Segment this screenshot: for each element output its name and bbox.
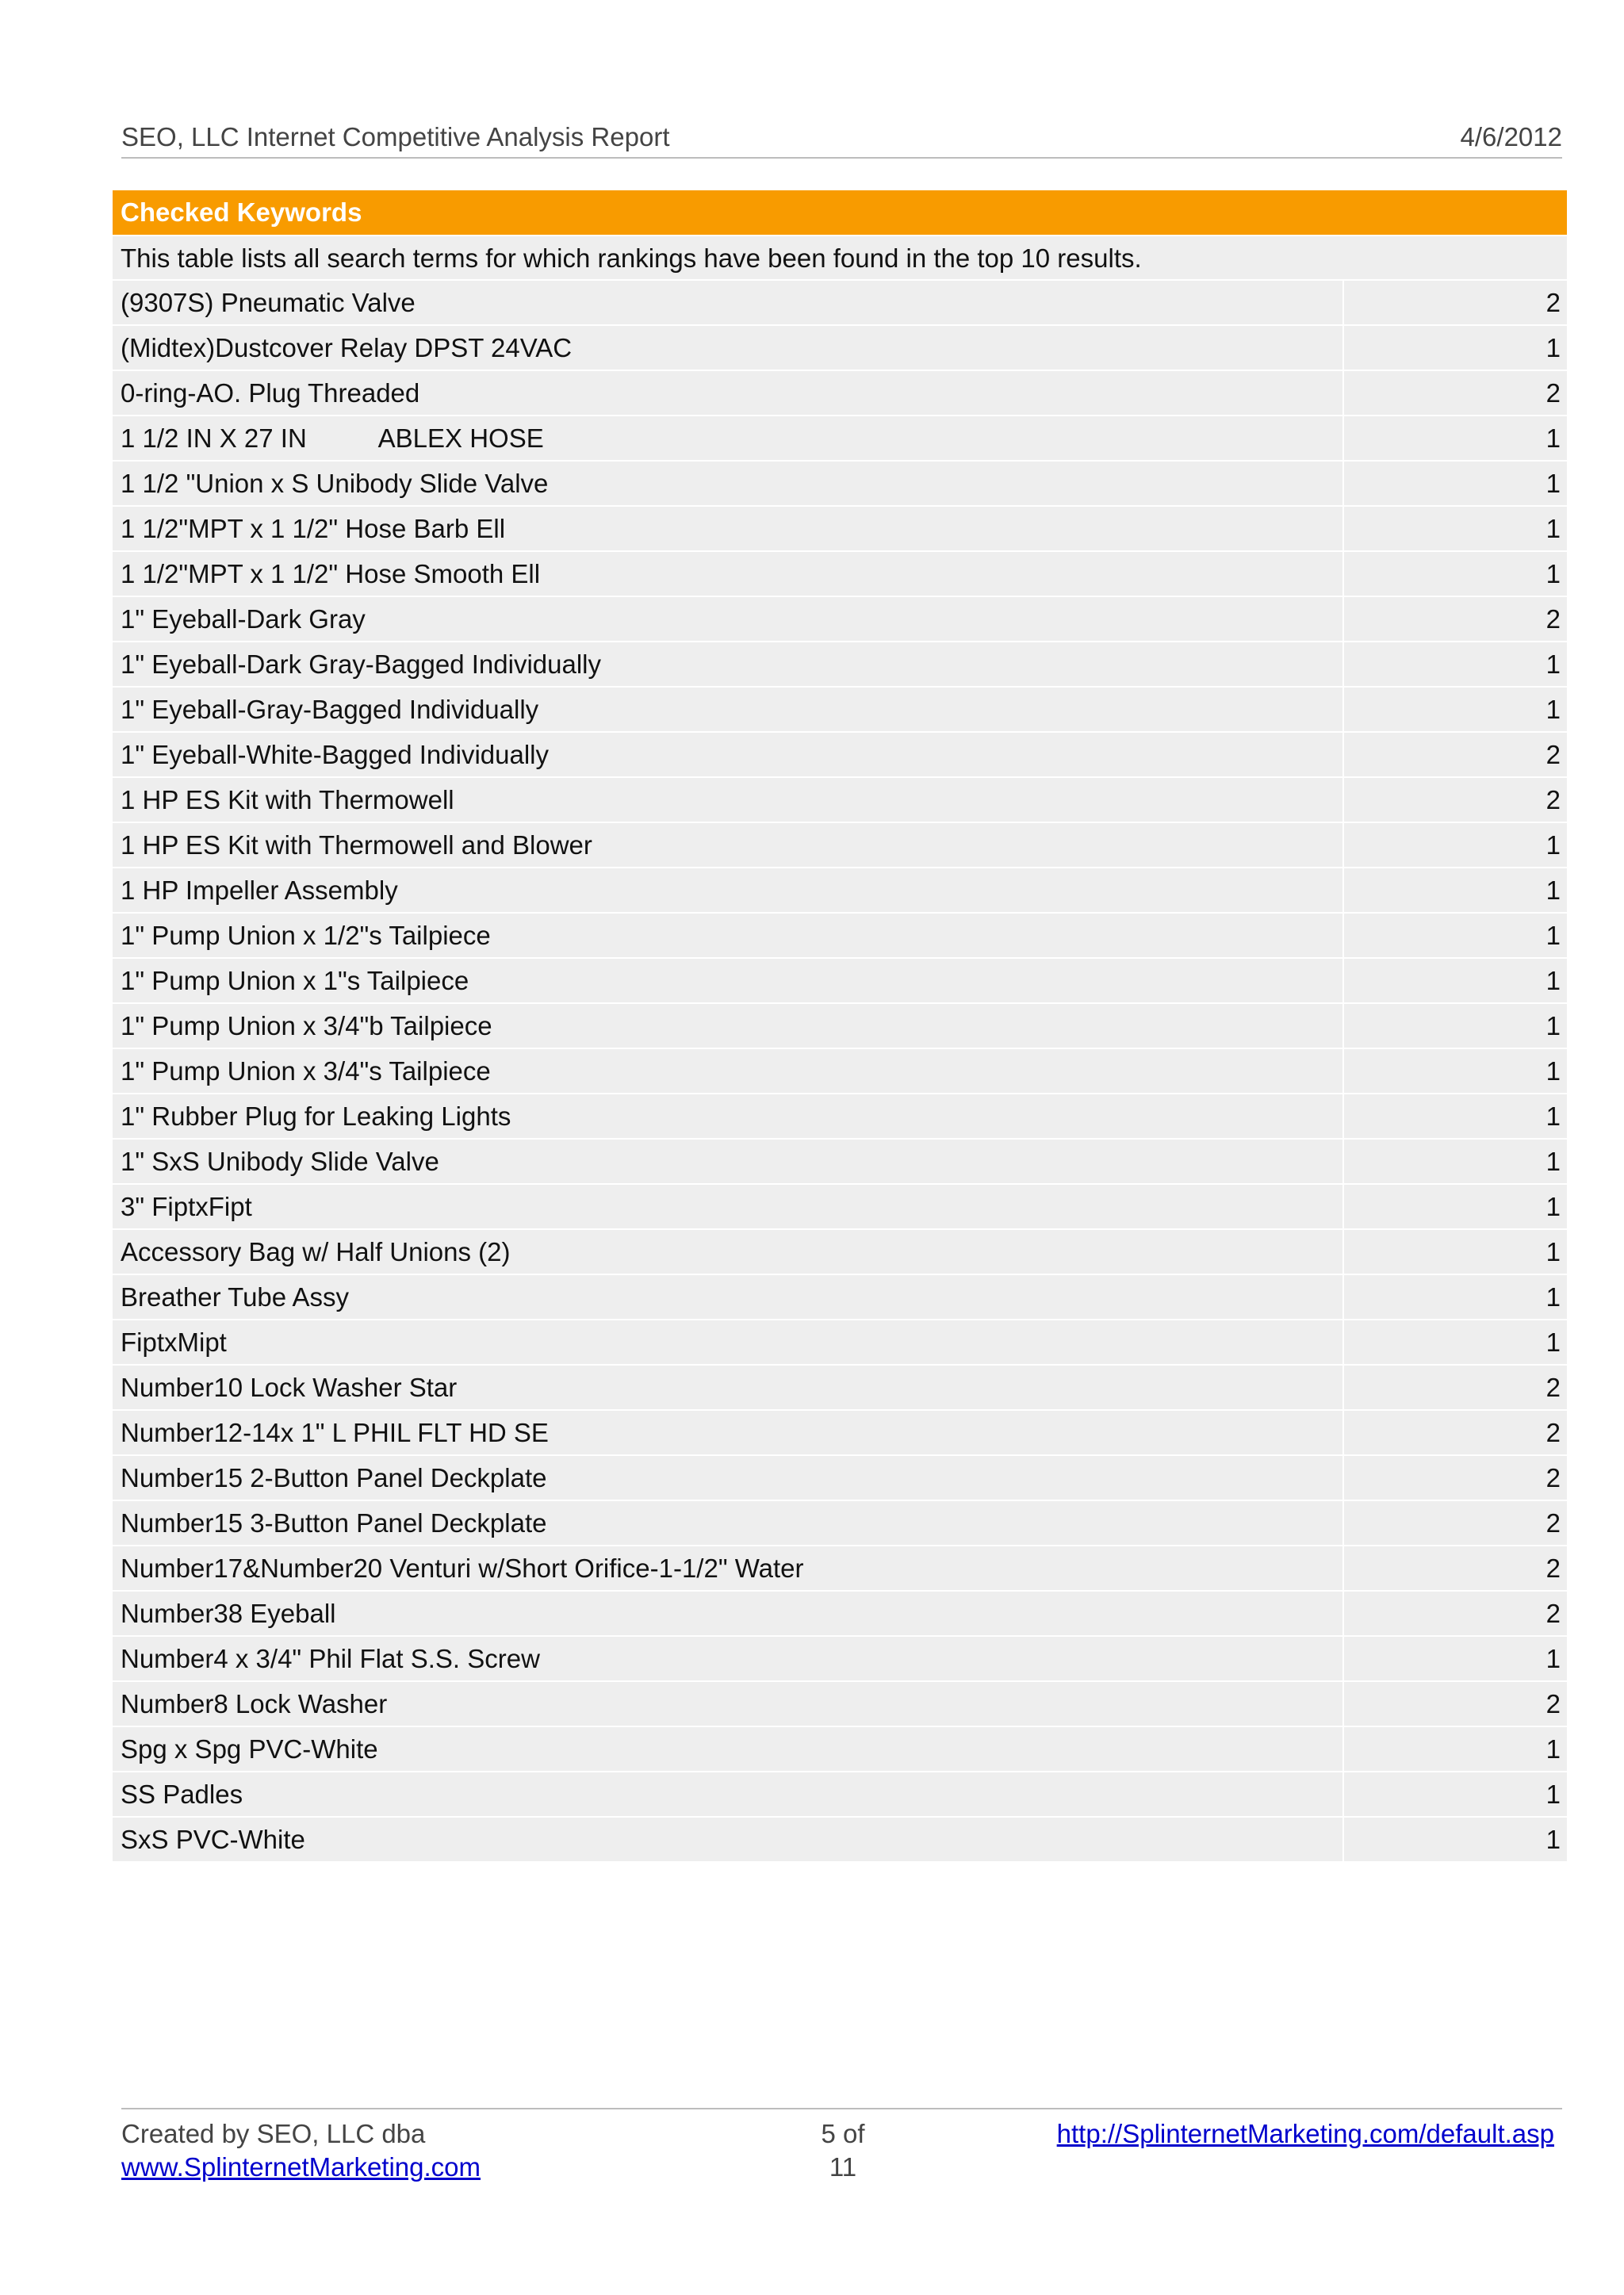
keyword-term: 1 1/2"MPT x 1 1/2" Hose Smooth Ell: [113, 552, 1342, 596]
keyword-term: 1 1/2 IN X 27 IN ABLEX HOSE: [113, 416, 1342, 460]
table-row: [113, 505, 1567, 550]
page-footer: [121, 2108, 1562, 2182]
keyword-term: 1" Eyeball-Dark Gray: [113, 597, 1342, 641]
keyword-term: 1" Eyeball-Gray-Bagged Individually: [113, 688, 1342, 731]
keyword-term: Number17&Number20 Venturi w/Short Orifice-1-1/2" Water: [113, 1546, 1342, 1590]
table-row: [113, 1409, 1567, 1454]
keyword-term: 1" Pump Union x 1"s Tailpiece: [113, 959, 1342, 1002]
table-row: [113, 1680, 1567, 1726]
keyword-term: (9307S) Pneumatic Valve: [113, 281, 1342, 324]
keyword-count: 1: [1344, 1320, 1567, 1364]
keyword-count: 1: [1344, 1772, 1567, 1816]
keyword-count: 2: [1344, 371, 1567, 415]
keyword-term: 1" Rubber Plug for Leaking Lights: [113, 1094, 1342, 1138]
keyword-count: 2: [1344, 1592, 1567, 1635]
keyword-count: 1: [1344, 1818, 1567, 1861]
keyword-term: 1" Pump Union x 1/2"s Tailpiece: [113, 914, 1342, 957]
keyword-term: SxS PVC-White: [113, 1818, 1342, 1861]
keyword-count: 1: [1344, 1637, 1567, 1680]
keyword-count: 2: [1344, 281, 1567, 324]
table-row: [113, 1228, 1567, 1274]
report-date: 4/6/2012: [1460, 122, 1562, 151]
table-row: [113, 1319, 1567, 1364]
keyword-count: 1: [1344, 959, 1567, 1002]
keyword-count: 2: [1344, 1501, 1567, 1545]
keyword-count: 1: [1344, 326, 1567, 370]
table-row: [113, 1002, 1567, 1048]
keyword-count: 2: [1344, 1366, 1567, 1409]
report-title: SEO, LLC Internet Competitive Analysis Report: [121, 122, 670, 151]
keyword-rows: [113, 279, 1567, 1861]
keyword-count: 1: [1344, 1185, 1567, 1228]
keyword-count: 1: [1344, 1275, 1567, 1319]
keyword-count: 1: [1344, 642, 1567, 686]
keyword-count: 2: [1344, 1411, 1567, 1454]
table-row: [113, 1183, 1567, 1228]
keyword-count: 1: [1344, 507, 1567, 550]
page-header: [121, 117, 1562, 159]
keyword-count: 1: [1344, 1049, 1567, 1093]
keyword-term: 3" FiptxFipt: [113, 1185, 1342, 1228]
table-row: [113, 415, 1567, 460]
section-title: Checked Keywords: [113, 190, 1567, 235]
keyword-count: 1: [1344, 1004, 1567, 1048]
keyword-term: Number10 Lock Washer Star: [113, 1366, 1342, 1409]
keyword-count: 1: [1344, 1727, 1567, 1771]
site-link[interactable]: www.SplinternetMarketing.com: [121, 2152, 481, 2182]
keyword-count: 2: [1344, 733, 1567, 776]
url-link[interactable]: http://SplinternetMarketing.com/default.asp: [1056, 2119, 1554, 2148]
table-row: [113, 1048, 1567, 1093]
keyword-term: Number15 2-Button Panel Deckplate: [113, 1456, 1342, 1500]
keyword-term: 1" Pump Union x 3/4"s Tailpiece: [113, 1049, 1342, 1093]
keyword-term: Number12-14x 1" L PHIL FLT HD SE: [113, 1411, 1342, 1454]
table-row: [113, 731, 1567, 776]
table-row: [113, 912, 1567, 957]
keyword-count: 2: [1344, 1682, 1567, 1726]
keyword-count: 2: [1344, 597, 1567, 641]
table-row: [113, 1816, 1567, 1861]
keyword-count: 1: [1344, 1230, 1567, 1274]
keyword-term: Number15 3-Button Panel Deckplate: [113, 1501, 1342, 1545]
table-row: [113, 370, 1567, 415]
keyword-term: Breather Tube Assy: [113, 1275, 1342, 1319]
table-row: [113, 1454, 1567, 1500]
table-row: [113, 1138, 1567, 1183]
keyword-term: Number4 x 3/4" Phil Flat S.S. Screw: [113, 1637, 1342, 1680]
table-row: [113, 641, 1567, 686]
keyword-count: 2: [1344, 1456, 1567, 1500]
keyword-term: 1" SxS Unibody Slide Valve: [113, 1140, 1342, 1183]
keyword-count: 1: [1344, 688, 1567, 731]
keyword-count: 2: [1344, 1546, 1567, 1590]
table-row: [113, 1364, 1567, 1409]
created-by-text: Created by SEO, LLC dba: [121, 2119, 426, 2148]
keyword-count: 1: [1344, 868, 1567, 912]
table-row: [113, 1590, 1567, 1635]
keyword-count: 1: [1344, 552, 1567, 596]
table-row: [113, 776, 1567, 822]
keyword-term: SS Padles: [113, 1772, 1342, 1816]
keyword-term: 1 HP Impeller Assembly: [113, 868, 1342, 912]
table-row: [113, 596, 1567, 641]
keyword-count: 1: [1344, 416, 1567, 460]
table-row: [113, 1093, 1567, 1138]
keyword-term: Accessory Bag w/ Half Unions (2): [113, 1230, 1342, 1274]
table-row: [113, 1726, 1567, 1771]
table-row: [113, 279, 1567, 324]
footer-credit: [121, 2117, 481, 2184]
table-row: [113, 460, 1567, 505]
keyword-term: 1 1/2 "Union x S Unibody Slide Valve: [113, 462, 1342, 505]
page-total-text: 11: [829, 2152, 857, 2182]
keyword-count: 1: [1344, 914, 1567, 957]
table-row: [113, 324, 1567, 370]
table-row: [113, 1635, 1567, 1680]
keyword-term: 1 HP ES Kit with Thermowell and Blower: [113, 823, 1342, 867]
page-number: [787, 2117, 898, 2184]
table-row: [113, 686, 1567, 731]
keyword-term: 1 1/2"MPT x 1 1/2" Hose Barb Ell: [113, 507, 1342, 550]
keyword-term: (Midtex)Dustcover Relay DPST 24VAC: [113, 326, 1342, 370]
keyword-count: 2: [1344, 778, 1567, 822]
table-row: [113, 822, 1567, 867]
keyword-term: 1" Pump Union x 3/4"b Tailpiece: [113, 1004, 1342, 1048]
section-description: This table lists all search terms for which rankings have been found in the top 10 results.: [113, 235, 1567, 279]
keyword-term: 1" Eyeball-White-Bagged Individually: [113, 733, 1342, 776]
table-row: [113, 1274, 1567, 1319]
checked-keywords-table: [113, 190, 1567, 1861]
table-row: [113, 550, 1567, 596]
keyword-term: 1" Eyeball-Dark Gray-Bagged Individually: [113, 642, 1342, 686]
footer-url: [1057, 2117, 1554, 2151]
table-row: [113, 1500, 1567, 1545]
keyword-count: 1: [1344, 1140, 1567, 1183]
table-row: [113, 1771, 1567, 1816]
keyword-count: 1: [1344, 823, 1567, 867]
keyword-term: Number38 Eyeball: [113, 1592, 1342, 1635]
keyword-term: FiptxMipt: [113, 1320, 1342, 1364]
keyword-term: Number8 Lock Washer: [113, 1682, 1342, 1726]
keyword-term: 1 HP ES Kit with Thermowell: [113, 778, 1342, 822]
page-num-text: 5 of: [821, 2119, 865, 2148]
keyword-count: 1: [1344, 1094, 1567, 1138]
table-row: [113, 867, 1567, 912]
keyword-term: 0-ring-AO. Plug Threaded: [113, 371, 1342, 415]
keyword-count: 1: [1344, 462, 1567, 505]
keyword-term: Spg x Spg PVC-White: [113, 1727, 1342, 1771]
table-row: [113, 957, 1567, 1002]
table-row: [113, 1545, 1567, 1590]
